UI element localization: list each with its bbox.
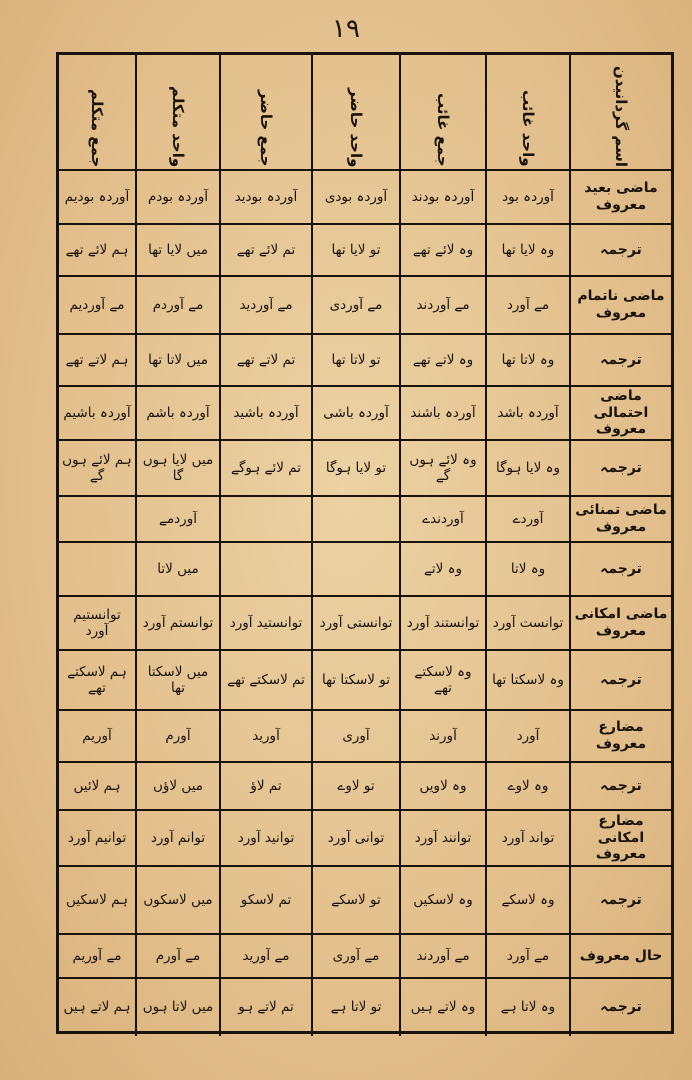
column-header: واحد حاضر	[311, 55, 399, 171]
table-cell: آوردہ بودید	[219, 171, 311, 225]
table-cell: وہ لاتا تھا	[485, 335, 569, 387]
column-header: واحد متکلم	[135, 55, 219, 171]
table-cell: مے آوردم	[135, 277, 219, 335]
table-cell: میں لاتا ہوں	[135, 979, 219, 1036]
table-cell: تو لاسکتا تھا	[311, 651, 399, 711]
row-label: حال معروف	[569, 935, 671, 979]
table-cell: آورند	[399, 711, 485, 763]
table-cell: مے آوردی	[311, 277, 399, 335]
table-cell: وہ لاسکے	[485, 867, 569, 935]
table-cell: ہم لاسکتے تھے	[59, 651, 135, 711]
table-cell: آوریم	[59, 711, 135, 763]
column-header: جمع حاضر	[219, 55, 311, 171]
table-cell: تو لاسکے	[311, 867, 399, 935]
table-cell: ہم لائے ہوں گے	[59, 441, 135, 497]
table-cell: مے آورد	[485, 277, 569, 335]
table-cell: ہم لاتے ہیں	[63, 999, 131, 1016]
table-cell: توانم آورد	[135, 811, 219, 867]
table-cell: میں لاسکتا تھا	[135, 651, 219, 711]
table-cell: آوردہ باشیم	[59, 387, 135, 441]
table-cell: وہ لاتا ہے	[485, 979, 569, 1036]
table-cell: آوردہ بودند	[399, 171, 485, 225]
table-cell	[311, 543, 399, 597]
table-cell: آورد	[485, 711, 569, 763]
row-label: مضارع معروف	[569, 711, 671, 763]
table-cell: مے آوری	[311, 935, 399, 979]
table-cell: مے آوردند	[399, 277, 485, 335]
table-cell: آوردہ بودیم	[59, 171, 135, 225]
table-cell: تم لائے تھے	[219, 225, 311, 277]
table-cell: تو لاوے	[311, 763, 399, 811]
table-cell: توانید آورد	[219, 811, 311, 867]
column-header: جمع غائب	[399, 55, 485, 171]
table-cell: وہ لاسکتا تھا	[485, 651, 569, 711]
table-cell: توانستند آورد	[399, 597, 485, 651]
table-cell: تو لایا ہوگا	[311, 441, 399, 497]
table-cell: وہ لاتا	[485, 543, 569, 597]
conjugation-table	[56, 52, 674, 1034]
table-cell: توانند آورد	[399, 811, 485, 867]
column-header: اسم گردانیدن	[569, 55, 671, 171]
table-cell: آوردہ باشد	[485, 387, 569, 441]
table-cell: وہ لاتے ہیں	[399, 979, 485, 1036]
table-cell: تو لاتا ہے	[311, 979, 399, 1036]
table-cell: میں لاتا	[135, 543, 219, 597]
table-cell: توانستی آورد	[311, 597, 399, 651]
table-cell: مے آوریم	[59, 935, 135, 979]
row-label: ماضی تمنائی معروف	[569, 497, 671, 543]
table-cell: توانستید آورد	[219, 597, 311, 651]
table-cell: مے آورم	[135, 935, 219, 979]
table-cell: وہ لایا ہوگا	[485, 441, 569, 497]
table-cell: مے آوردید	[219, 277, 311, 335]
row-label: ترجمہ	[569, 441, 671, 497]
table-cell: تم لاؤ	[219, 763, 311, 811]
row-label: ماضی ناتمام معروف	[569, 277, 671, 335]
table-cell: وہ لایا تھا	[485, 225, 569, 277]
table-cell	[219, 543, 311, 597]
row-label: ترجمہ	[569, 225, 671, 277]
table-cell: وہ لاوے	[485, 763, 569, 811]
table-cell	[59, 497, 135, 543]
table-cell: آوردہ بودم	[135, 171, 219, 225]
table-cell: ہم لاسکیں	[59, 867, 135, 935]
table-cell: آوردہ بود	[485, 171, 569, 225]
table-cell: توانست آورد	[485, 597, 569, 651]
table-cell: آورید	[219, 711, 311, 763]
page-number: ١٩	[332, 14, 360, 44]
table-cell: توانستم آورد	[135, 597, 219, 651]
table-cell: آوردہ باشم	[135, 387, 219, 441]
table-cell: آوردہ بودی	[311, 171, 399, 225]
table-cell: تم لاسکتے تھے	[219, 651, 311, 711]
row-label: ماضی بعید معروف	[569, 171, 671, 225]
table-cell: وہ لاویں	[399, 763, 485, 811]
table-cell: تم لاتے ہو	[219, 979, 311, 1036]
row-label: ماضی امکانی معروف	[569, 597, 671, 651]
row-label: ترجمہ	[569, 543, 671, 597]
row-label: مضارع امکانی معروف	[569, 811, 671, 867]
table-cell: تم لاتے تھے	[219, 335, 311, 387]
table-cell	[59, 543, 135, 597]
column-header: واحد غائب	[485, 55, 569, 171]
table-cell: توانستیم آورد	[59, 597, 135, 651]
table-cell: آوردے	[485, 497, 569, 543]
table-cell: میں لاتا تھا	[135, 335, 219, 387]
row-label: ماضی احتمالی معروف	[569, 387, 671, 441]
table-cell: وہ لاتے	[399, 543, 485, 597]
table-cell: آوردہ باشید	[219, 387, 311, 441]
table-cell: وہ لاسکتے تھے	[399, 651, 485, 711]
row-label: ترجمہ	[569, 979, 671, 1036]
table-cell: توانی آورد	[311, 811, 399, 867]
table-cell: ہم لائیں	[59, 763, 135, 811]
table-cell	[219, 497, 311, 543]
table-cell: آورم	[135, 711, 219, 763]
table-cell: تو لاتا تھا	[311, 335, 399, 387]
table-cell: مے آوردیم	[59, 277, 135, 335]
table-cell: وہ لاتے تھے	[399, 335, 485, 387]
table-cell: آوردہ باشی	[311, 387, 399, 441]
table-cell: تم لاسکو	[219, 867, 311, 935]
table-cell: مے آورد	[485, 935, 569, 979]
table-cell: وہ لاسکیں	[399, 867, 485, 935]
table-cell: وہ لائے تھے	[399, 225, 485, 277]
table-cell: آوردندے	[399, 497, 485, 543]
table-cell: میں لایا ہوں گا	[135, 441, 219, 497]
table-cell: ہم لاتے تھے	[59, 335, 135, 387]
table-cell: میں لاسکوں	[135, 867, 219, 935]
table-cell	[311, 497, 399, 543]
table-cell: میں لایا تھا	[135, 225, 219, 277]
table-cell: توانیم آورد	[59, 811, 135, 867]
table-cell: میں لاؤں	[135, 763, 219, 811]
table-cell: تواند آورد	[485, 811, 569, 867]
table-cell: ہم لائے تھے	[59, 225, 135, 277]
row-label: ترجمہ	[569, 651, 671, 711]
table-cell: مے آورید	[219, 935, 311, 979]
table-cell: مے آوردند	[399, 935, 485, 979]
table-cell: آوردہ باشند	[399, 387, 485, 441]
table-cell: آوردمے	[135, 497, 219, 543]
table-cell: تو لایا تھا	[311, 225, 399, 277]
table-cell: آوری	[311, 711, 399, 763]
row-label: ترجمہ	[569, 335, 671, 387]
row-label: ترجمہ	[569, 867, 671, 935]
row-label: ترجمہ	[569, 763, 671, 811]
column-header: جمع متکلم	[59, 55, 135, 171]
table-cell: وہ لائے ہوں گے	[399, 441, 485, 497]
table-cell: تم لائے ہوگے	[219, 441, 311, 497]
